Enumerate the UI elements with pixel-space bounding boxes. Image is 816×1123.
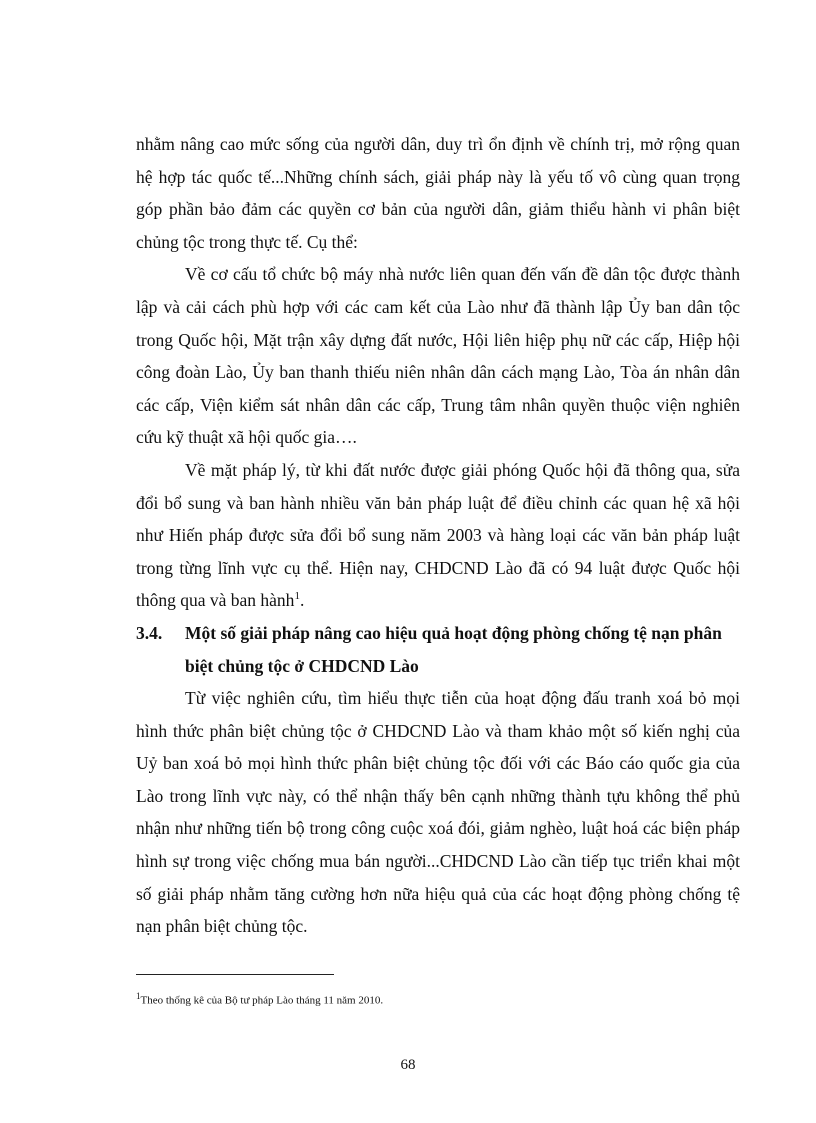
footnote-text: Theo thống kê của Bộ tư pháp Lào tháng 11 năm 2010. — [140, 994, 384, 1007]
paragraph-3-period: . — [299, 590, 305, 611]
footnote-reference[interactable]: 1 — [294, 590, 300, 603]
body-paragraph-1: nhằm nâng cao mức sống của người dân, duy trì ổn định về chính trị, mở rộng quan hệ hợp tác quốc tế...Những chính sách, giải pháp này là yếu tố vô cùng quan trọng góp phần bảo đảm các quyền cơ bản của người dân, giảm thiểu hành vi phân biệt chủng tộc trong thực tế. Cụ thể: — [136, 134, 740, 252]
body-paragraph-4: Từ việc nghiên cứu, tìm hiểu thực tiễn của hoạt động đấu tranh xoá bỏ mọi hình thức phân biệt chủng tộc ở CHDCND Lào và tham khảo một số kiến nghị của Uỷ ban xoá bỏ mọi hình thức phân biệt chủng tộc đối với các Báo cáo quốc gia của Lào trong lĩnh vực này, có thể nhận thấy bên cạnh những thành tựu không thể phủ nhận như những tiến bộ trong công cuộc xoá đói, giảm nghèo, luật hoá các biện pháp hình sự trong việc chống mua bán người...CHDCND Lào cần tiếp tục triển khai một số giải pháp nhằm tăng cường hơn nữa hiệu quả của các hoạt động phòng chống tệ nạn phân biệt chủng tộc. — [136, 688, 740, 937]
section-heading — [136, 617, 740, 682]
body-paragraph-3-text: Về mặt pháp lý, từ khi đất nước được giải phóng Quốc hội đã thông qua, sửa đổi bổ sung và ban hành nhiều văn bản pháp luật để điều chỉnh các quan hệ xã hội như Hiến pháp được sửa đổi bổ sung năm 2003 và hàng loại các văn bản pháp luật trong từng lĩnh vực cụ thể. Hiện nay, CHDCND Lào đã có 94 luật được Quốc hội thông qua và ban hành — [136, 459, 740, 611]
section-number: 3.4. — [136, 622, 163, 643]
body-paragraph-3 — [136, 454, 740, 617]
page-number: 68 — [400, 1057, 416, 1073]
page-content — [136, 128, 740, 943]
footnote-mark: 1 — [136, 991, 141, 1001]
footnote-divider — [136, 974, 334, 975]
footnote — [136, 989, 383, 1008]
section-title: Một số giải pháp nâng cao hiệu quả hoạt động phòng chống tệ nạn phân biệt chủng tộc ở CHDCND Lào — [185, 622, 722, 676]
body-paragraph-2: Về cơ cấu tổ chức bộ máy nhà nước liên quan đến vấn đề dân tộc được thành lập và cải cách phù hợp với các cam kết của Lào như đã thành lập Ủy ban dân tộc trong Quốc hội, Mặt trận xây dựng đất nước, Hội liên hiệp phụ nữ các cấp, Hiệp hội công đoàn Lào, Ủy ban thanh thiếu niên nhân dân cách mạng Lào, Tòa án nhân dân các cấp, Viện kiểm sát nhân dân các cấp, Trung tâm nhân quyền thuộc viện nghiên cứu kỹ thuật xã hội quốc gia…. — [136, 264, 740, 448]
